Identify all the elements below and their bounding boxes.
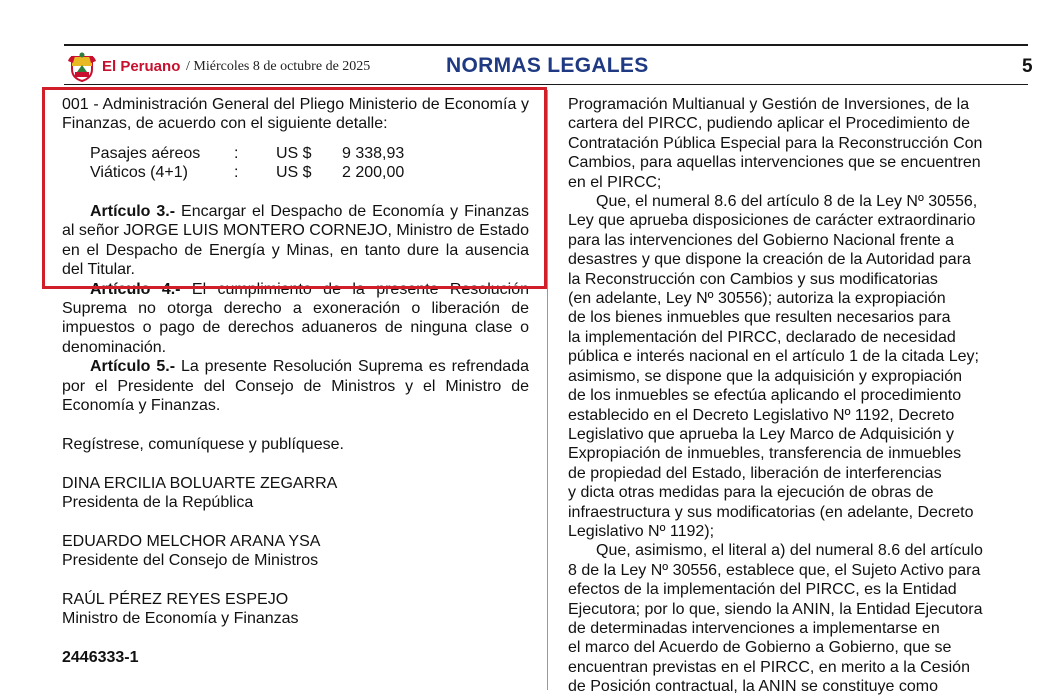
text-line: cartera del PIRCC, pudiendo aplicar el Procedimiento de	[568, 115, 970, 133]
text-line: Ley que aprueba disposiciones de carácter extraordinario	[568, 212, 976, 230]
fee-separator: :	[234, 144, 239, 162]
text-line: establecido en el Decreto Legislativo Nº 1192, Decreto	[568, 406, 955, 424]
text-line: (en adelante, Ley Nº 30556); autoriza la expropiación	[568, 290, 946, 308]
fee-separator: :	[234, 164, 239, 182]
right-column	[568, 95, 1058, 697]
header-bottom-rule	[64, 84, 1028, 85]
column-divider	[547, 90, 548, 690]
fee-amount: 9 338,93	[342, 144, 405, 162]
text-line: efectos de la implementación del PIRCC, es la Entidad	[568, 581, 957, 599]
header-top-rule	[64, 44, 1028, 46]
spacer	[62, 183, 529, 202]
text-line: de Posición contractual, la ANIN se constituye como	[568, 678, 938, 696]
signatory-title: Ministro de Economía y Finanzas	[62, 610, 299, 628]
fee-table	[90, 144, 404, 183]
fee-row	[90, 163, 404, 182]
peru-coat-of-arms-icon	[66, 51, 98, 83]
fee-currency: US $	[276, 164, 312, 182]
spacer	[62, 415, 529, 434]
page-header	[64, 44, 1033, 86]
text-line: la Reconstrucción con Cambios y sus modificatorias	[568, 270, 938, 288]
text-line: Programación Multianual y Gestión de Inversiones, de la	[568, 96, 970, 113]
text-line: Expropiación de inmuebles, transferencia de inmuebles	[568, 445, 962, 463]
text-line: en el PIRCC;	[568, 173, 662, 191]
article-3	[62, 202, 529, 280]
document-code: 2446333-1	[62, 649, 139, 667]
left-column	[62, 95, 529, 668]
text-line: encuentran previstas en el PIRCC, en merito a la Cesión	[568, 658, 970, 676]
signatory-title: Presidente del Consejo de Ministros	[62, 552, 319, 570]
text-line: de determinadas intervenciones a implementarse en	[568, 619, 940, 637]
article-4	[62, 280, 529, 358]
fee-label: Pasajes aéreos	[90, 144, 201, 162]
text-line: 8 de la Ley Nº 30556, establece que, el Sujeto Activo para	[568, 561, 981, 579]
text-line: de propiedad del Estado, liberación de interferencias	[568, 464, 942, 482]
text-line: y dicta otras medidas para la ejecución de obras de	[568, 484, 934, 502]
fee-label: Viáticos (4+1)	[90, 164, 188, 182]
signatory-name: EDUARDO MELCHOR ARANA YSA	[62, 532, 321, 550]
signatory-name: DINA ERCILIA BOLUARTE ZEGARRA	[62, 474, 338, 492]
text-line: para las intervenciones del Gobierno Nacional frente a	[568, 231, 955, 249]
text-line: Legislativo que aprueba la Ley Marco de Adquisición y	[568, 425, 955, 443]
text-line: Contratación Pública Especial para la Reconstrucción Con	[568, 134, 983, 152]
article-5	[62, 357, 529, 415]
text-line: desastres y que dispone la creación de la Autoridad para	[568, 251, 971, 269]
text-line: el marco del Acuerdo de Gobierno a Gobierno, que se	[568, 639, 952, 657]
text-line: Que, asimismo, el literal a) del numeral 8.6 del artículo	[596, 542, 983, 560]
spacer	[62, 454, 529, 473]
spacer	[62, 629, 529, 648]
intro-paragraph: 001 - Administración General del Pliego Ministerio de Economía y Finanzas, de acuerdo con el siguiente detalle:	[62, 96, 529, 133]
spacer	[62, 571, 529, 590]
article-5-text: La presente Resolución Suprema es refrendada por el Presidente del Consejo de Ministros y el Ministro de Economía y Finanzas.	[62, 358, 530, 415]
fee-currency: US $	[276, 144, 312, 162]
closing-formula: Regístrese, comuníquese y publíquese.	[62, 435, 344, 453]
text-line: Legislativo Nº 1192);	[568, 522, 715, 540]
article-3-text: Encargar el Despacho de Economía y Finanzas al señor JORGE LUIS MONTERO CORNEJO, Ministro de Estado en el Despacho de Energía y Minas, en tanto dure la ausencia del Titular.	[62, 203, 530, 279]
signatory-name: RAÚL PÉREZ REYES ESPEJO	[62, 591, 289, 609]
spacer	[62, 512, 529, 531]
article-4-heading: Artículo 4.-	[90, 280, 181, 298]
publication-brand: El Peruano	[102, 58, 181, 75]
text-line: pública e interés nacional en el artículo 1 de la citada Ley;	[568, 348, 979, 366]
text-line: infraestructura y sus modificatorias (en adelante, Decreto	[568, 503, 974, 521]
article-5-heading: Artículo 5.-	[90, 358, 176, 376]
text-line: Que, el numeral 8.6 del artículo 8 de la Ley Nº 30556,	[596, 193, 978, 211]
text-line: Cambios, para aquellas intervenciones que se encuentren	[568, 154, 981, 172]
fee-amount: 2 200,00	[342, 164, 405, 182]
section-title: NORMAS LEGALES	[446, 54, 649, 77]
article-3-heading: Artículo 3.-	[90, 203, 176, 221]
text-line: Ejecutora; por lo que, siendo la ANIN, la Entidad Ejecutora	[568, 600, 983, 618]
text-line: de los inmuebles se efectúa aplicando el procedimiento	[568, 387, 962, 405]
signatory-title: Presidenta de la República	[62, 494, 254, 512]
text-line: de los bienes inmuebles que resulten necesarios para	[568, 309, 951, 327]
publication-date: / Miércoles 8 de octubre de 2025	[186, 59, 371, 74]
article-4-text: El cumplimiento de la presente Resolución Suprema no otorga derecho a exoneración o liberación de impuestos o pago de derechos aduaneros de ninguna clase o denominación.	[62, 280, 530, 356]
fee-row	[90, 144, 404, 163]
page-number: 5	[1022, 56, 1033, 77]
text-line: la implementación del PIRCC, declarado de necesidad	[568, 328, 956, 346]
text-line: asimismo, se dispone que la adquisición y expropiación	[568, 367, 962, 385]
